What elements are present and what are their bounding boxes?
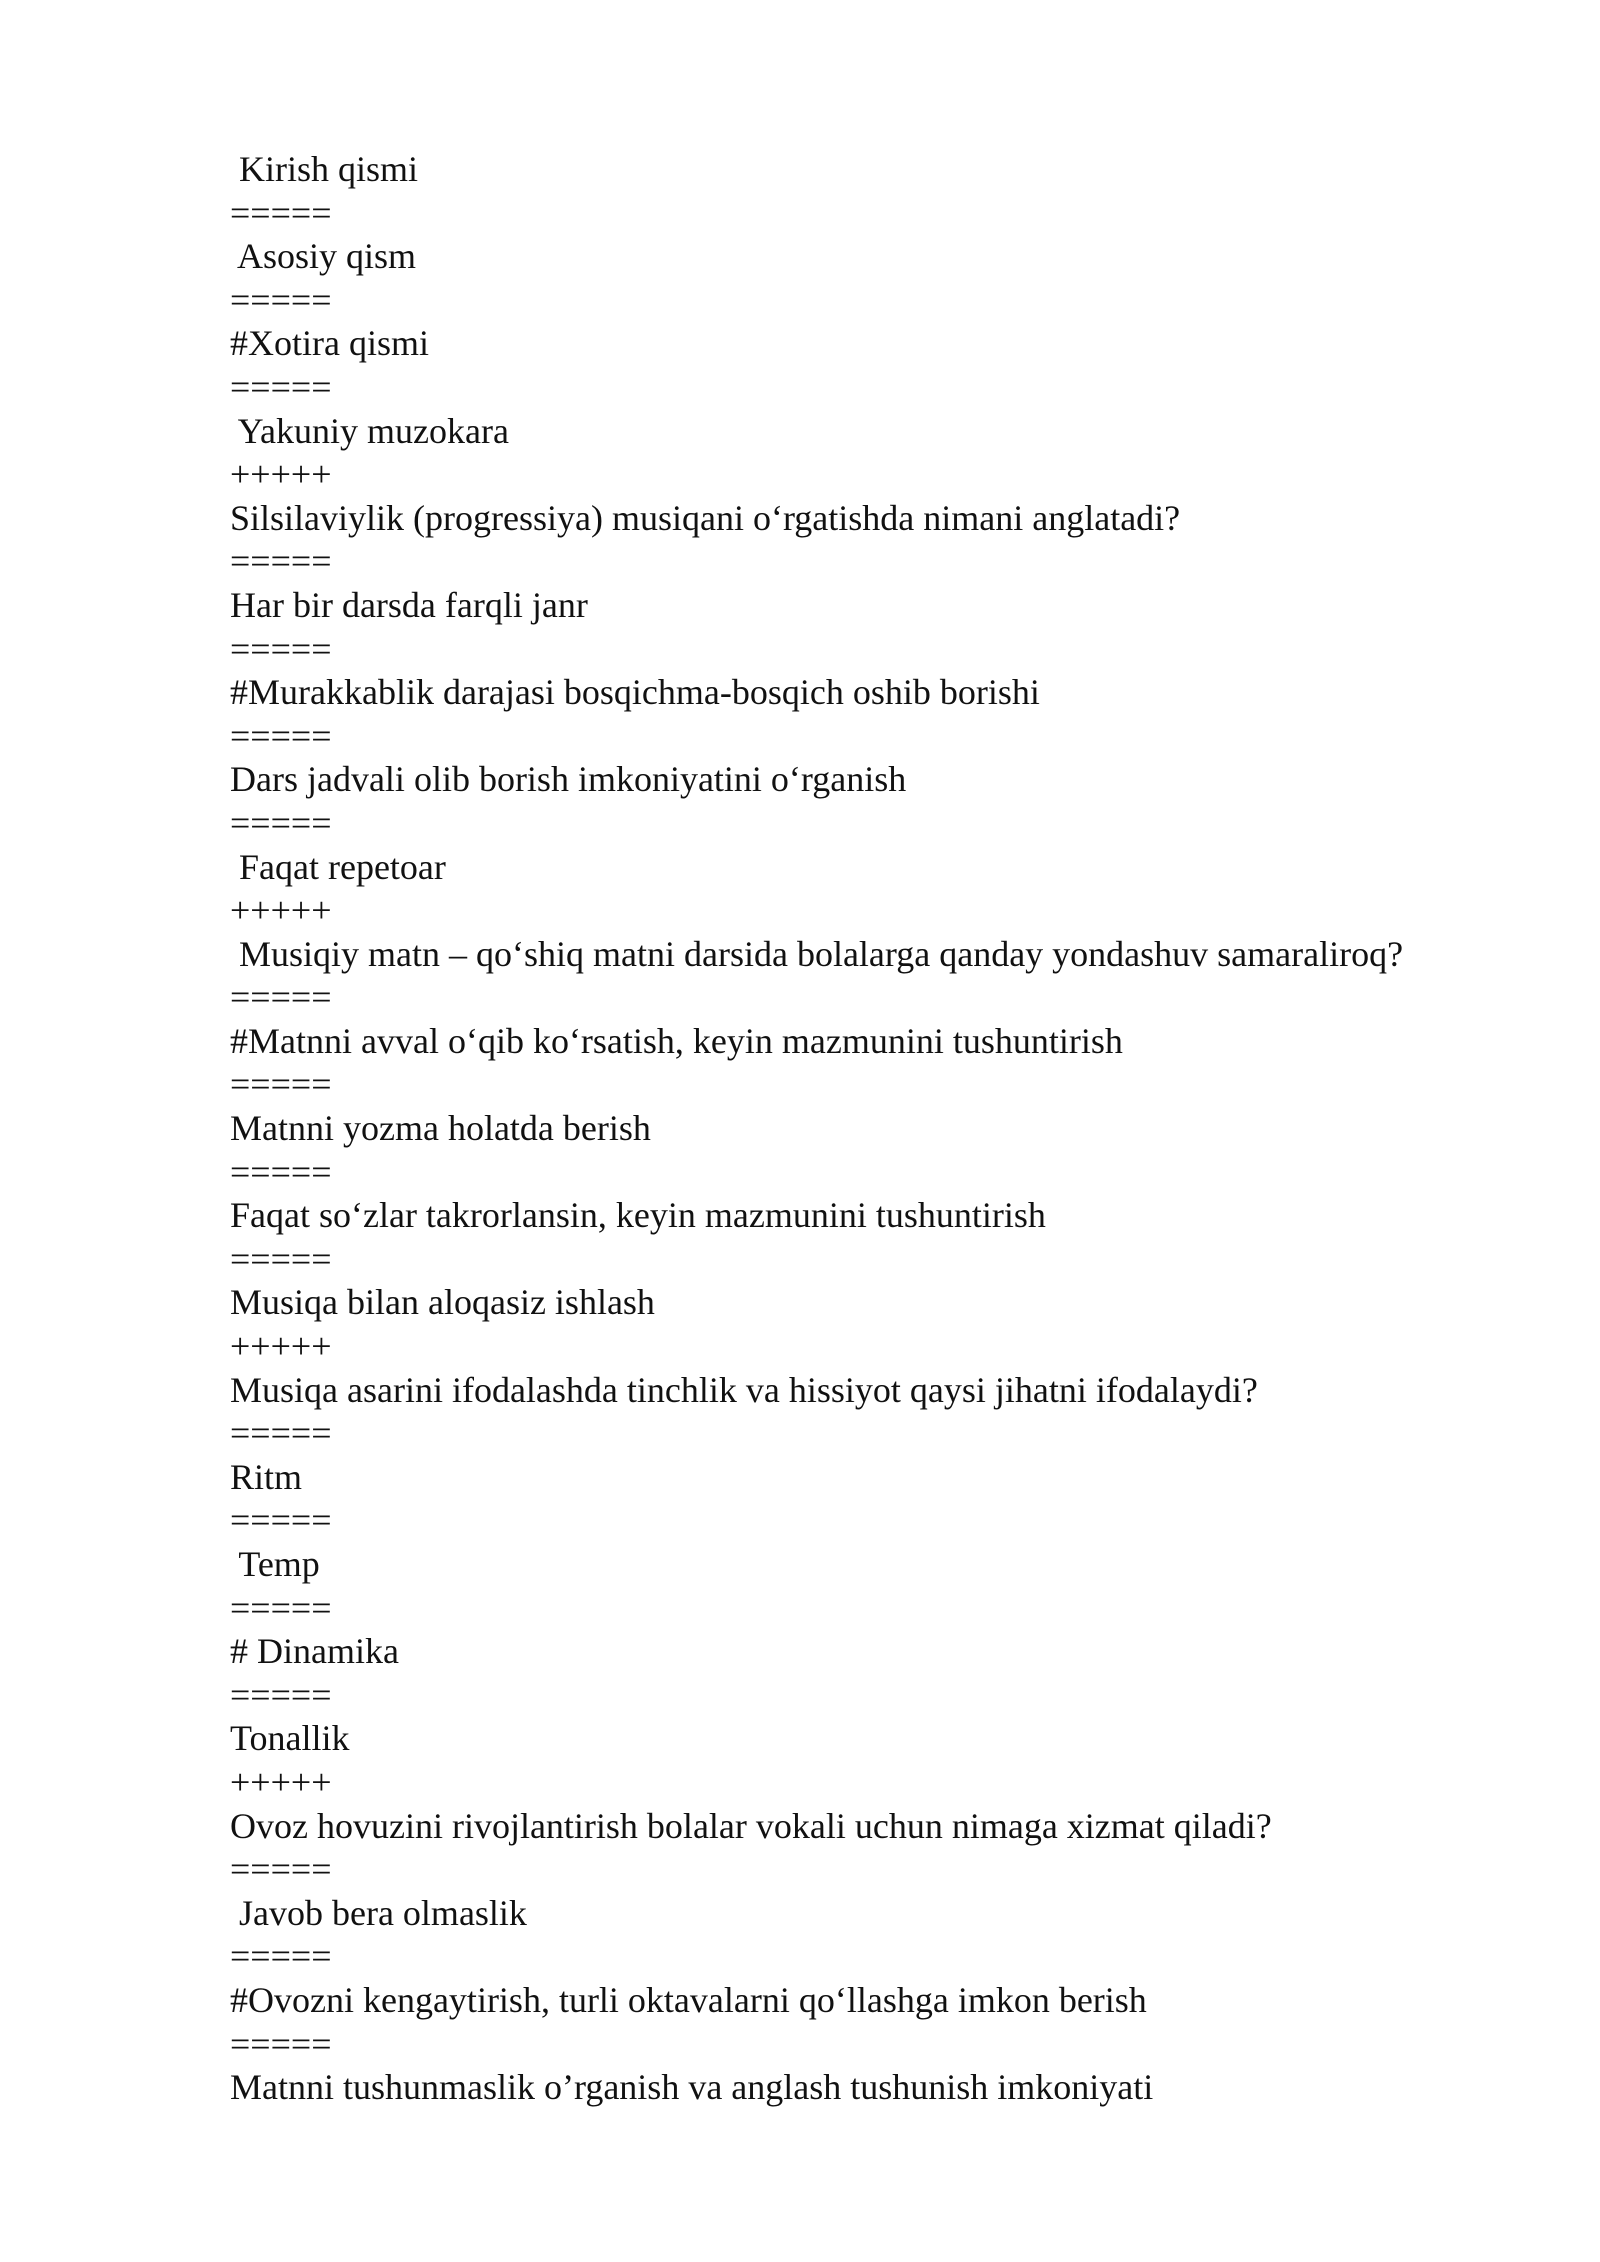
text-line: Tonallik (230, 1718, 350, 1759)
text-line: Asosiy qism (230, 236, 417, 277)
text-line: #Xotira qismi (230, 323, 429, 364)
text-line: #Murakkablik darajasi bosqichma-bosqich oshib borishi (230, 672, 1040, 713)
separator-line: ===== (230, 1849, 332, 1890)
question-line: Silsilaviylik (progressiya) musiqani o‘rgatishda nimani anglatadi? (230, 497, 1181, 538)
separator-line: ===== (230, 628, 332, 669)
question-separator-line: +++++ (230, 1761, 332, 1802)
text-line: Matnni yozma holatda berish (230, 1108, 651, 1149)
text-line: Har bir darsda farqli janr (230, 584, 588, 625)
separator-line: ===== (230, 1413, 332, 1454)
separator-line: ===== (230, 1064, 332, 1105)
separator-line: ===== (230, 977, 332, 1018)
separator-line: ===== (230, 715, 332, 756)
separator-line: ===== (230, 1674, 332, 1715)
separator-line: ===== (230, 279, 332, 320)
text-line: Temp (230, 1544, 320, 1584)
separator-line: ===== (230, 541, 332, 582)
text-line: Musiqa bilan aloqasiz ishlash (230, 1282, 655, 1323)
text-line: Matnni tushunmaslik o’rganish va anglash tushunish imkoniyati (230, 2067, 1154, 2108)
question-separator-line: +++++ (230, 454, 332, 495)
separator-line: ===== (230, 366, 332, 407)
separator-line: ===== (230, 1238, 332, 1279)
text-line: #Ovozni kengaytirish, turli oktavalarni qo‘llashga imkon berish (230, 1979, 1147, 2020)
separator-line: ===== (230, 1500, 332, 1541)
text-line: Kirish qismi (230, 149, 419, 189)
document-text (230, 148, 1530, 2110)
separator-line: ===== (230, 802, 332, 843)
text-line: # Dinamika (230, 1631, 399, 1672)
text-line: Faqat repetoar (230, 846, 446, 887)
separator-line: ===== (230, 1587, 332, 1628)
text-line: #Matnni avval o‘qib ko‘rsatish, keyin mazmunini tushuntirish (230, 1020, 1123, 1061)
separator-line: ===== (230, 192, 332, 233)
question-separator-line: +++++ (230, 1326, 332, 1367)
text-line: Ritm (230, 1456, 303, 1497)
question-line: Ovoz hovuzini rivojlantirish bolalar vokali uchun nimaga xizmat qiladi? (230, 1805, 1272, 1846)
separator-line: ===== (230, 1936, 332, 1977)
text-line: Dars jadvali olib borish imkoniyatini o‘rganish (230, 759, 907, 800)
separator-line: ===== (230, 2023, 332, 2064)
question-line: Musiqa asarini ifodalashda tinchlik va hissiyot qaysi jihatni ifodalaydi? (230, 1369, 1258, 1410)
separator-line: ===== (230, 1151, 332, 1192)
text-line: Yakuniy muzokara (230, 410, 509, 451)
text-line: Faqat so‘zlar takrorlansin, keyin mazmunini tushuntirish (230, 1195, 1046, 1236)
question-line: Musiqiy matn – qo‘shiq matni darsida bolalarga qanday yondashuv samaraliroq? (230, 933, 1404, 974)
text-line: Javob bera olmaslik (230, 1892, 527, 1933)
question-separator-line: +++++ (230, 890, 332, 931)
